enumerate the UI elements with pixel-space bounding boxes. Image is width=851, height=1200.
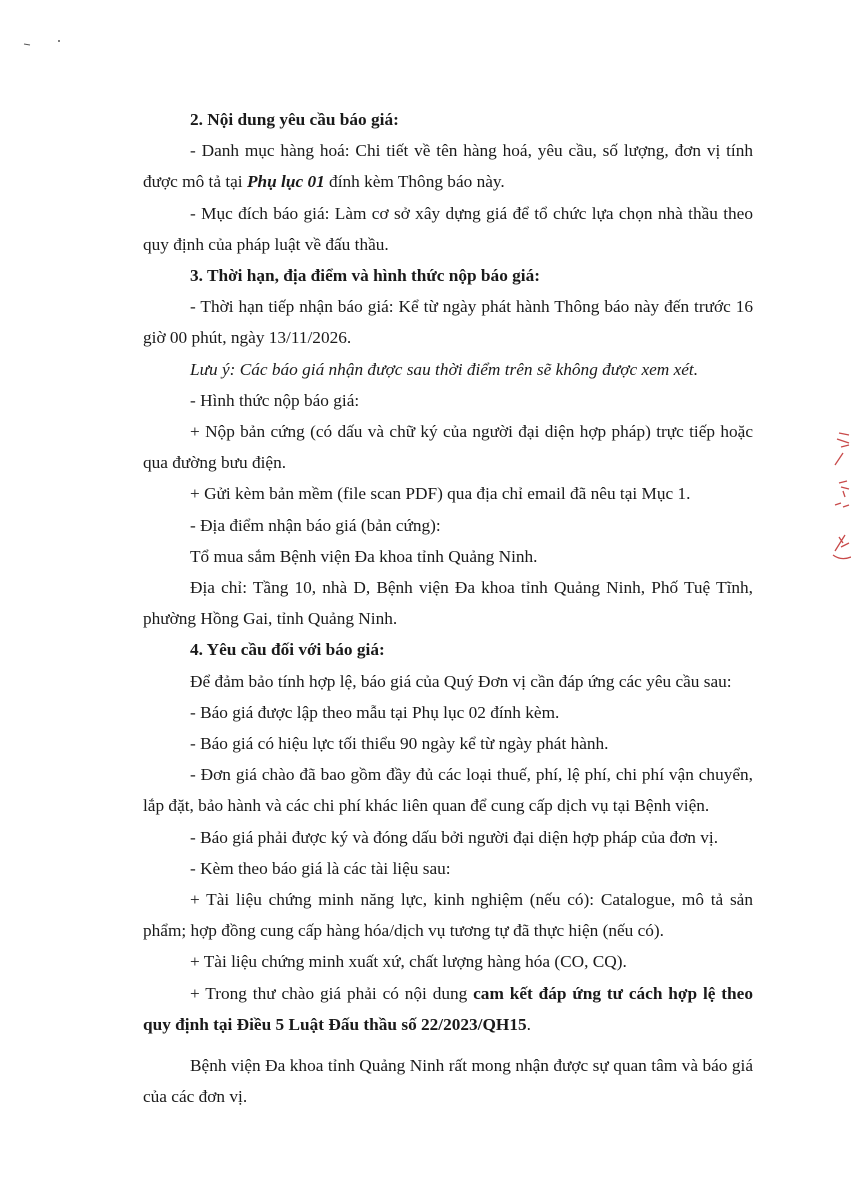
document-body [143, 104, 753, 1113]
eligibility-commitment: cam kết đáp ứng tư cách hợp lệ theo quy định tại Điều 5 Luật Đấu thầu số 22/2023/QH15 [143, 983, 753, 1034]
deadline-note: Lưu ý: Các báo giá nhận được sau thời điểm trên sẽ không được xem xét. [190, 359, 699, 379]
deadline-text: - Thời hạn tiếp nhận báo giá: Kể từ ngày phát hành Thông báo này đến trước 16 giờ 00 phút, ngày 13/11/2026. [143, 297, 753, 348]
receiving-place-name: Tổ mua sắm Bệnh viện Đa khoa tỉnh Quảng Ninh. [190, 546, 538, 566]
attachment-doc-1: + Tài liệu chứng minh năng lực, kinh nghiệm (nếu có): Catalogue, mô tả sản phẩm; hợp đồng cung cấp hàng hóa/dịch vụ tương tự đã thực hiện (nếu có). [143, 890, 753, 941]
submission-method-1: + Nộp bản cứng (có dấu và chữ ký của người đại diện hợp pháp) trực tiếp hoặc qua đường bưu điện. [143, 422, 753, 473]
doc-3-text-end: . [526, 1014, 531, 1034]
section-2-item-1 [143, 135, 753, 197]
appendix-01-reference: Phụ lục 01 [246, 172, 325, 192]
requirement-3: - Đơn giá chào đã bao gồm đầy đủ các loại thuế, phí, lệ phí, chi phí vận chuyển, lắp đặt, bảo hành và các chi phí khác liên quan để cung cấp dịch vụ tại Bệnh viện. [143, 765, 753, 816]
requirement-4: - Báo giá phải được ký và đóng dấu bởi người đại diện hợp pháp của đơn vị. [190, 827, 719, 847]
attachment-doc-2: + Tài liệu chứng minh xuất xứ, chất lượng hàng hóa (CO, CQ). [190, 952, 627, 972]
submission-method-label: - Hình thức nộp báo giá: [190, 390, 360, 410]
doc-3-text: + Trong thư chào giá phải có nội dung [190, 983, 474, 1003]
edge-stamp-fragment [821, 425, 851, 565]
receiving-place-label: - Địa điểm nhận báo giá (bản cứng): [190, 515, 441, 535]
requirements-intro: Để đảm bảo tính hợp lệ, báo giá của Quý Đơn vị cần đáp ứng các yêu cầu sau: [190, 671, 732, 691]
submission-method-2: + Gửi kèm bản mềm (file scan PDF) qua địa chỉ email đã nêu tại Mục 1. [190, 484, 691, 504]
item-1-text-end: đính kèm Thông báo này. [324, 172, 505, 192]
requirement-2: - Báo giá có hiệu lực tối thiểu 90 ngày kể từ ngày phát hành. [190, 734, 609, 754]
item-1-text: - Danh mục hàng hoá: Chi tiết về tên hàng hoá, yêu cầu, số lượng, đơn vị tính được mô tả tại [143, 141, 753, 192]
scan-speck-mark [22, 38, 62, 48]
requirement-1: - Báo giá được lập theo mẫu tại Phụ lục 02 đính kèm. [190, 702, 560, 722]
section-2-item-2: - Mục đích báo giá: Làm cơ sở xây dựng giá để tổ chức lựa chọn nhà thầu theo quy định của pháp luật về đấu thầu. [143, 203, 753, 254]
closing-paragraph: Bệnh viện Đa khoa tỉnh Quảng Ninh rất mong nhận được sự quan tâm và báo giá của các đơn vị. [143, 1056, 753, 1107]
section-3-heading: 3. Thời hạn, địa điểm và hình thức nộp báo giá: [190, 266, 540, 286]
attachment-doc-3 [143, 978, 753, 1040]
section-2-heading: 2. Nội dung yêu cầu báo giá: [190, 110, 399, 129]
receiving-address: Địa chỉ: Tầng 10, nhà D, Bệnh viện Đa khoa tỉnh Quảng Ninh, Phố Tuệ Tĩnh, phường Hồng Gai, tỉnh Quảng Ninh. [143, 578, 753, 629]
requirement-5: - Kèm theo báo giá là các tài liệu sau: [190, 858, 451, 878]
section-4-heading: 4. Yêu cầu đối với báo giá: [190, 640, 385, 660]
